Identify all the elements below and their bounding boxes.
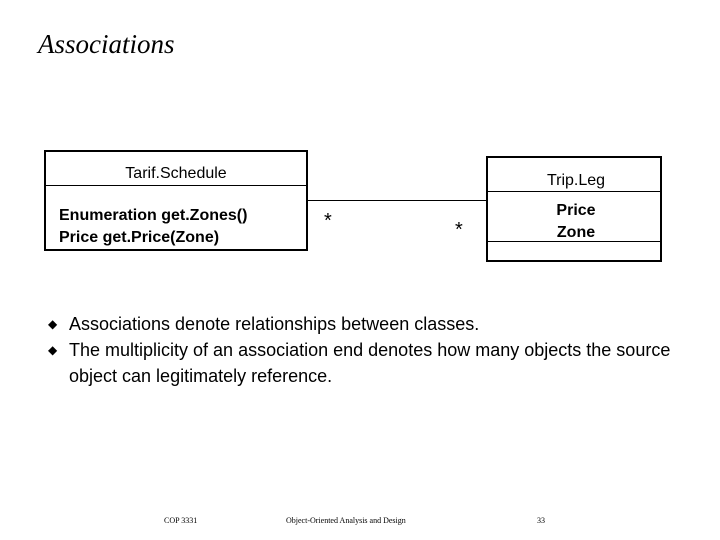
footer-course: COP 3331 — [164, 516, 198, 525]
footer-page-number: 33 — [537, 516, 545, 525]
trip-leg-name-compartment — [488, 158, 660, 191]
trip-leg-class — [486, 156, 662, 262]
trip-leg-attribute-price: Price — [556, 202, 596, 219]
bullet-list — [48, 311, 698, 389]
trip-leg-name: Trip.Leg — [546, 172, 606, 189]
bullet-item — [48, 311, 698, 337]
multiplicity-left: * — [324, 210, 332, 232]
bullet-text: The multiplicity of an association end denotes how many objects the source object can legitimately reference. — [69, 340, 671, 386]
tarif-schedule-operations — [46, 205, 306, 249]
trip-leg-divider-top — [488, 191, 660, 192]
tarif-schedule-name: Tarif.Schedule — [125, 165, 227, 182]
trip-leg-attribute-zone: Zone — [556, 224, 596, 241]
footer-subject: Object-Oriented Analysis and Design — [286, 516, 406, 525]
bullet-text: Associations denote relationships between classes. — [69, 314, 480, 334]
trip-leg-attributes — [488, 200, 660, 244]
multiplicity-right: * — [455, 219, 463, 241]
diamond-bullet-icon: ◆ — [48, 317, 58, 331]
tarif-schedule-divider — [46, 185, 306, 186]
tarif-schedule-class — [44, 150, 308, 251]
tarif-schedule-name-compartment — [46, 152, 306, 185]
slide-title: Associations — [38, 29, 175, 59]
trip-leg-divider-bottom — [488, 241, 660, 242]
tarif-schedule-operation-price: Price get.Price(Zone) — [59, 229, 220, 246]
association-line — [308, 200, 487, 201]
tarif-schedule-operation-zones: Enumeration get.Zones() — [59, 207, 248, 224]
diamond-bullet-icon: ◆ — [48, 343, 58, 357]
bullet-item — [48, 337, 698, 389]
